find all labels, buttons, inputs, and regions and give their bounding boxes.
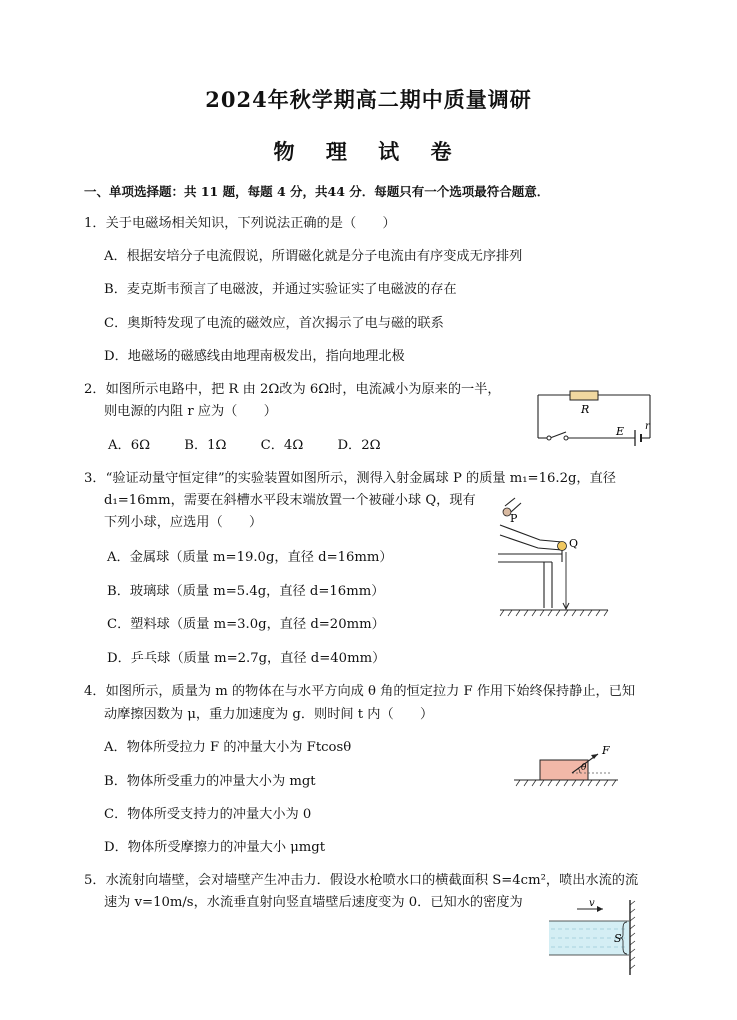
q4-stem-line1: 4．如图所示，质量为 m 的物体在与水平方向成 θ 角的恒定拉力 F 作用下始终保持静止，已知 [84, 684, 636, 699]
q2-stem-line2: 则电源的内阻 r 应为（ ） [104, 404, 277, 419]
q3-option-a: A．金属球（质量 m=19.0g，直径 d=16mm） [107, 550, 393, 565]
label-r-resistor: R [581, 403, 590, 416]
q3-stem-line1: 3．“验证动量守恒定律”的实验装置如图所示，测得入射金属球 P 的质量 m₁=16.2g，直径 [84, 471, 616, 486]
q5-water-jet-diagram [545, 895, 645, 977]
q3-option-d: D．乒乓球（质量 m=2.7g，直径 d=40mm） [107, 651, 386, 666]
q5-stem-line2: 速为 v=10m/s，水流垂直射向竖直墙壁后速度变为 0．已知水的密度为 [104, 895, 523, 910]
label-e: E [616, 425, 625, 438]
label-r-internal: r [645, 421, 650, 432]
label-f: F [602, 744, 610, 757]
q1-option-a: A．根据安培分子电流假说，所谓磁化就是分子电流由有序变成无序排列 [104, 249, 523, 264]
label-q: Q [569, 537, 579, 550]
q3-stem-line3: 下列小球，应选用（ ） [104, 515, 263, 530]
q2-option-b: B．1Ω [184, 438, 227, 453]
q1-stem: 1．关于电磁场相关知识，下列说法正确的是（ ） [84, 216, 396, 231]
page-title: 2024年秋学期高二期中质量调研 [205, 87, 532, 112]
q1-option-b: B．麦克斯韦预言了电磁波，并通过实验证实了电磁波的存在 [104, 282, 457, 297]
q4-option-d: D．物体所受摩擦力的冲量大小 μmgt [104, 840, 326, 855]
q1-option-c: C．奥斯特发现了电流的磁效应，首次揭示了电与磁的联系 [104, 316, 444, 331]
q3-option-c: C．塑料球（质量 m=3.0g，直径 d=20mm） [107, 617, 385, 632]
q4-option-a: A．物体所受拉力 F 的冲量大小为 Ftcosθ [104, 740, 352, 755]
page-subtitle: 物 理 试 卷 [273, 139, 464, 164]
q2-option-a: A．6Ω [108, 438, 151, 453]
resistor-r [570, 391, 598, 400]
q1-option-d: D．地磁场的磁感线由地理南极发出，指向地理北极 [104, 349, 405, 364]
q4-option-c: C．物体所受支持力的冲量大小为 0 [104, 807, 312, 822]
q2-options [108, 439, 411, 452]
label-p: P [510, 512, 518, 525]
q2-stem-line1: 2．如图所示电路中，把 R 由 2Ω改为 6Ω时，电流减小为原来的一半， [84, 382, 501, 397]
ball-q [558, 542, 567, 551]
q5-stem-line1: 5．水流射向墙壁，会对墙壁产生冲击力．假设水枪喷水口的横截面积 S=4cm²，喷出水流的流 [84, 873, 639, 888]
q2-option-d: D．2Ω [337, 438, 381, 453]
label-v: v [589, 898, 595, 909]
q2-option-c: C．4Ω [260, 438, 304, 453]
q4-block-diagram [510, 740, 620, 795]
q2-circuit-diagram [530, 385, 660, 450]
label-theta: θ [581, 763, 587, 773]
section-heading: 一、单项选择题：共 11 题，每题 4 分，共44 分．每题只有一个选项最符合题意． [84, 184, 550, 199]
label-s: S [614, 932, 622, 945]
q3-stem-line2: d₁=16mm，需要在斜槽水平段末端放置一个被碰小球 Q，现有 [104, 493, 476, 508]
q3-apparatus-diagram [490, 490, 610, 620]
q3-option-b: B．玻璃球（质量 m=5.4g，直径 d=16mm） [107, 584, 385, 599]
q4-stem-line2: 动摩擦因数为 μ，重力加速度为 g．则时间 t 内（ ） [104, 707, 434, 722]
q4-option-b: B．物体所受重力的冲量大小为 mgt [104, 774, 316, 789]
